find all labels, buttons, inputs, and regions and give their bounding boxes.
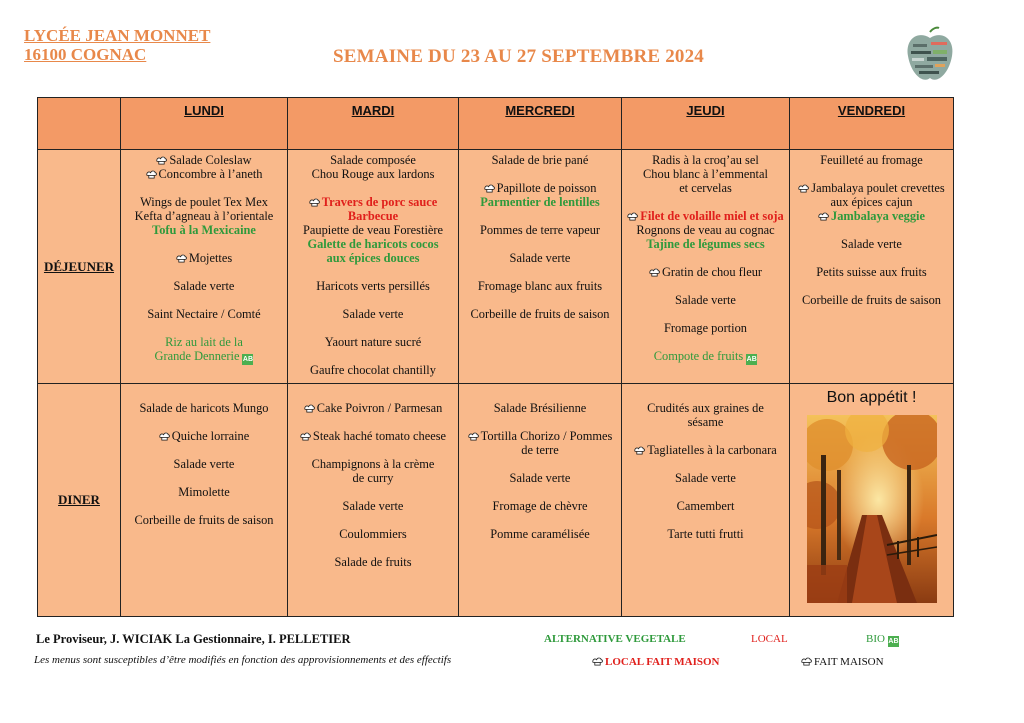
legend-bio-label: BIO (866, 633, 885, 645)
menu-item-bio: Compote de fruits (653, 349, 744, 363)
menu-item: Salade verte (509, 471, 571, 485)
menu-item: Wings de poulet Tex Mex (140, 195, 268, 209)
dinner-vendredi-cell (790, 384, 954, 617)
chef-hat-icon (176, 254, 187, 263)
chef-hat-icon (156, 156, 167, 165)
menu-item: Feuilleté au fromage (820, 153, 923, 167)
lunch-vendredi-cell (790, 150, 954, 384)
week-title: SEMAINE DU 23 AU 27 SEPTEMBRE 2024 (333, 46, 705, 67)
bio-logo-icon: AB (746, 356, 757, 363)
chef-hat-icon (468, 432, 479, 441)
menu-item-vegetale: Galette de haricots cocos (307, 237, 439, 251)
menu-item-vegetale: Jambalaya veggie (831, 209, 925, 223)
menu-item: Radis à la croq’au sel (652, 153, 759, 167)
menu-item: Paupiette de veau Forestière (302, 223, 444, 237)
menu-item: de terre (521, 443, 559, 457)
row-label-dejeuner: DÉJEUNER (38, 150, 121, 384)
menu-item: Corbeille de fruits de saison (470, 307, 610, 321)
menu-item: Corbeille de fruits de saison (134, 513, 274, 527)
menu-item: Salade verte (675, 293, 736, 307)
chef-hat-icon (592, 657, 603, 666)
menu-item: Salade verte (509, 251, 571, 265)
legend-alternative-vegetale: ALTERNATIVE VEGETALE (544, 633, 686, 645)
menu-item: Salade verte (342, 307, 404, 321)
menu-item: Fromage portion (664, 321, 747, 335)
bio-logo-icon: AB (888, 638, 899, 645)
menu-item: Fromage de chèvre (492, 499, 588, 513)
menu-item: Gratin de chou fleur (661, 265, 763, 279)
menu-item: Salade verte (841, 237, 902, 251)
menu-item: Tagliatelles à la carbonara (647, 443, 777, 457)
menu-item: Yaourt nature sucré (324, 335, 422, 349)
menu-item: Crudités aux graines de (647, 401, 764, 415)
bon-appetit-message: Bon appétit ! (826, 389, 917, 406)
row-label-diner: DINER (38, 384, 121, 617)
dinner-mardi-cell (288, 384, 459, 617)
menu-item: sésame (687, 415, 724, 429)
legend-local-fait-maison (592, 656, 720, 668)
menu-item: Fromage blanc aux fruits (477, 279, 603, 293)
menu-item: et cervelas (679, 181, 732, 195)
menu-item: Salade Brésilienne (493, 401, 587, 415)
menu-item: Papillote de poisson (496, 181, 597, 195)
menu-item: Corbeille de fruits de saison (801, 293, 942, 307)
school-name: LYCÉE JEAN MONNET (24, 26, 211, 45)
menu-item: Pomme caramélisée (490, 527, 590, 541)
menu-item-local: Travers de porc sauce (321, 195, 438, 209)
menu-item: Steak haché tomato cheese (312, 429, 447, 443)
autumn-path-photo (807, 415, 937, 603)
menu-item: Saint Nectaire / Comté (147, 307, 261, 321)
menu-item: Champignons à la crème (311, 457, 435, 471)
menu-item: Salade de fruits (334, 555, 412, 569)
menu-item: Salade de brie pané (491, 153, 589, 167)
chef-hat-icon (798, 184, 809, 193)
menu-item: Salade verte (173, 457, 235, 471)
chef-hat-icon (304, 404, 315, 413)
menu-item: Kefta d’agneau à l’orientale (134, 209, 274, 223)
legend-local-fait-maison-label: LOCAL FAIT MAISON (605, 656, 720, 668)
lunch-mardi-cell (288, 150, 459, 384)
chef-hat-icon (634, 446, 645, 455)
day-header-lundi: LUNDI (121, 98, 288, 150)
weekly-menu-table (37, 97, 954, 617)
menu-item-local: Barbecue (347, 209, 399, 223)
menu-item: aux épices cajun (830, 195, 913, 209)
menu-item: Mimolette (178, 485, 230, 499)
menu-item: Gaufre chocolat chantilly (310, 363, 436, 377)
menu-item-vegetale: Tofu à la Mexicaine (152, 223, 256, 237)
menu-item-local: Filet de volaille miel et soja (640, 209, 784, 223)
chef-hat-icon (300, 432, 311, 441)
chef-hat-icon (159, 432, 170, 441)
school-city: 16100 COGNAC (24, 45, 147, 64)
chef-hat-icon (818, 212, 829, 221)
menu-item: Rognons de veau au cognac (636, 223, 775, 237)
day-header-jeudi: JEUDI (622, 98, 790, 150)
disclaimer: Les menus sont susceptibles d’être modifiés en fonction des approvisionnements et des effectifs (34, 654, 452, 666)
lunch-lundi-cell (121, 150, 288, 384)
legend-fait-maison (801, 656, 884, 668)
menu-item: Mojettes (188, 251, 233, 265)
menu-item-vegetale: Tajine de légumes secs (646, 237, 765, 251)
menu-item: Salade verte (173, 279, 235, 293)
legend-fait-maison-label: FAIT MAISON (814, 656, 884, 668)
menu-item: Salade Coleslaw (169, 153, 252, 167)
menu-item: Chou Rouge aux lardons (311, 167, 435, 181)
menu-item: Camembert (676, 499, 735, 513)
menu-item: Haricots verts persillés (316, 279, 430, 293)
menu-item: de curry (352, 471, 394, 485)
menu-item-vegetale: Parmentier de lentilles (480, 195, 600, 209)
menu-item: Salade de haricots Mungo (139, 401, 269, 415)
lunch-mercredi-cell (459, 150, 622, 384)
menu-item: Coulommiers (339, 527, 407, 541)
menu-item-bio: Grande Dennerie (154, 349, 240, 363)
menu-item: Concombre à l’aneth (158, 167, 263, 181)
dinner-mercredi-cell (459, 384, 622, 617)
menu-item: Quiche lorraine (171, 429, 250, 443)
signatures: Le Proviseur, J. WICIAK La Gestionnaire, I. PELLETIER (36, 632, 351, 646)
chef-hat-icon (649, 268, 660, 277)
bio-logo-icon: AB (242, 356, 254, 363)
menu-item: Pommes de terre vapeur (479, 223, 601, 237)
menu-item: Salade verte (342, 499, 404, 513)
chef-hat-icon (627, 212, 638, 221)
dinner-jeudi-cell (622, 384, 790, 617)
chef-hat-icon (146, 170, 157, 179)
day-header-mardi: MARDI (288, 98, 459, 150)
menu-item: Salade verte (675, 471, 736, 485)
menu-item: Tortilla Chorizo / Pommes (480, 429, 613, 443)
menu-item: Tarte tutti frutti (667, 527, 744, 541)
legend-bio (866, 633, 899, 647)
lunch-jeudi-cell (622, 150, 790, 384)
chef-hat-icon (309, 198, 320, 207)
day-header-vendredi: VENDREDI (790, 98, 954, 150)
apple-word-cloud-logo (903, 26, 957, 84)
menu-item: Salade composée (330, 153, 416, 167)
menu-item: Jambalaya poulet crevettes (811, 181, 945, 195)
day-header-mercredi: MERCREDI (459, 98, 622, 150)
menu-item-bio: Riz au lait de la (165, 335, 243, 349)
menu-item-vegetale: aux épices douces (326, 251, 420, 265)
chef-hat-icon (484, 184, 495, 193)
header-corner (38, 98, 121, 150)
dinner-lundi-cell (121, 384, 288, 617)
menu-item: Cake Poivron / Parmesan (316, 401, 443, 415)
legend-local: LOCAL (751, 633, 788, 645)
school-header (24, 26, 210, 64)
chef-hat-icon (801, 657, 812, 666)
menu-item: Chou blanc à l’emmental (643, 167, 768, 181)
menu-item: Petits suisse aux fruits (816, 265, 927, 279)
